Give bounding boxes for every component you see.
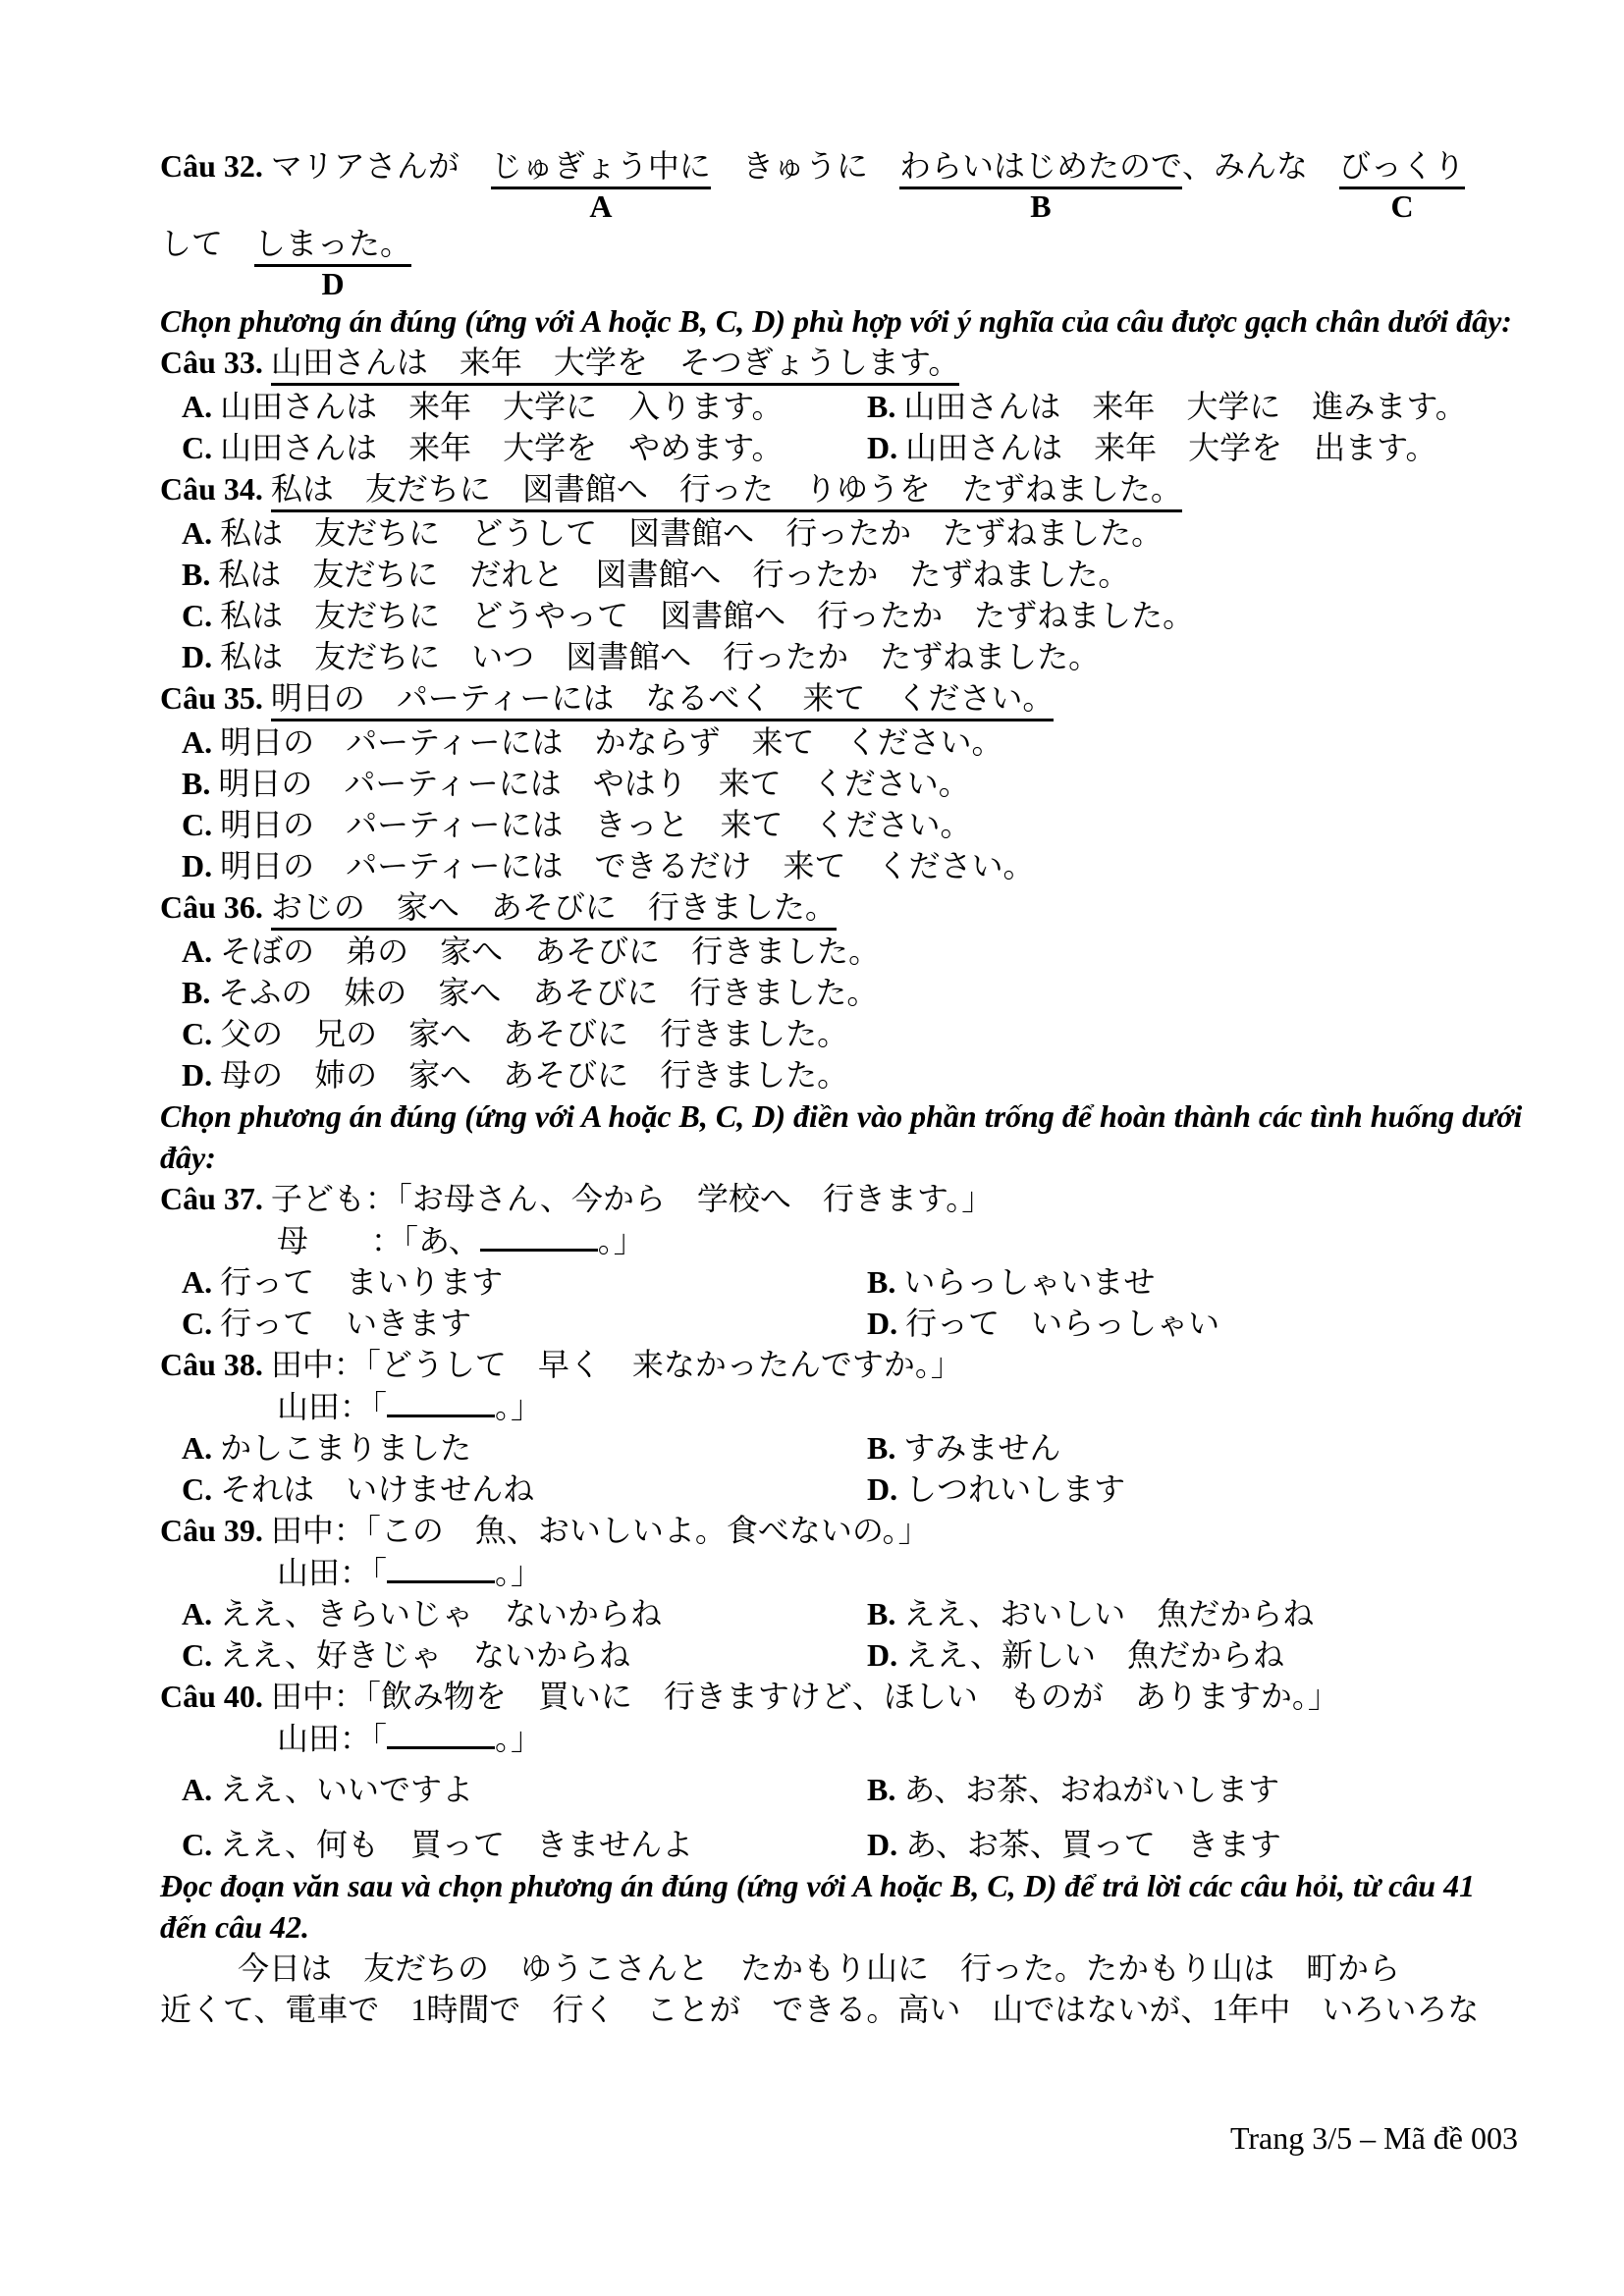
question-39-number: Câu 39. — [160, 1513, 271, 1548]
option-letter: B. — [182, 975, 219, 1010]
question-37-options — [182, 1261, 1527, 1344]
underline-label-D: D — [321, 266, 345, 301]
question-39-option-A — [182, 1593, 867, 1634]
option-text: そぼの 弟の 家へ あそびに 行きました。 — [220, 934, 881, 969]
speaker-2-text-end: 。」 — [495, 1721, 543, 1756]
question-37-option-D — [867, 1303, 1527, 1344]
option-text: ええ、好きじゃ ないからね — [220, 1637, 631, 1673]
option-letter: C. — [182, 1637, 221, 1673]
segment-text: しまった。 — [254, 223, 411, 267]
option-letter: D. — [867, 430, 906, 465]
option-letter: A. — [182, 1430, 221, 1466]
option-letter: A. — [182, 1596, 221, 1631]
question-39-option-B — [867, 1593, 1527, 1634]
question-34-underlined-sentence: 私は 友だちに 図書館へ 行った りゆうを たずねました。 — [271, 468, 1182, 512]
option-letter: A. — [182, 934, 221, 969]
option-text: 私は 友だちに だれと 図書館へ 行ったか たずねました。 — [218, 557, 1130, 592]
question-34-option-B — [182, 554, 1527, 595]
question-40-dialogue-line-1 — [160, 1676, 1527, 1717]
reading-passage-line-2: 近くて、電車で 1時間で 行く ことが できる。高い 山ではないが、1年中 いろいろな — [160, 1992, 1480, 2027]
question-34-option-A — [182, 512, 1527, 554]
question-34 — [160, 468, 1527, 677]
question-35-option-B — [182, 763, 1527, 804]
question-33-underlined-sentence: 山田さんは 来年 大学を そつぎょうします。 — [271, 342, 959, 386]
option-letter: D. — [867, 1637, 906, 1673]
question-35 — [160, 677, 1527, 886]
question-40-option-C — [182, 1824, 867, 1865]
question-32 — [160, 145, 1527, 300]
question-35-number: Câu 35. — [160, 680, 271, 716]
segment-text: きゅうに — [710, 148, 899, 184]
option-text: ええ、新しい 魚だからね — [905, 1637, 1285, 1673]
question-33-option-A — [182, 386, 867, 427]
speaker-2-text: 山田：「 — [277, 1555, 388, 1590]
option-text: ええ、おいしい 魚だからね — [903, 1596, 1315, 1631]
option-text: あ、お茶、おねがいします — [903, 1772, 1280, 1807]
option-text: 山田さんは 来年 大学に 入ります。 — [220, 389, 784, 424]
option-letter: A. — [182, 1772, 221, 1807]
speaker-1-text: 子ども：「お母さん、今から 学校へ 行きます。」 — [270, 1181, 994, 1216]
question-40-option-D — [867, 1824, 1527, 1865]
question-38-option-C — [182, 1468, 867, 1510]
question-40-options — [182, 1769, 1527, 1865]
option-letter: D. — [182, 1057, 221, 1093]
question-36-option-B — [182, 972, 1527, 1013]
question-36-options — [182, 931, 1527, 1095]
speaker-2-text-end: 。」 — [495, 1389, 543, 1424]
option-text: 行って いらっしゃい — [905, 1306, 1220, 1341]
question-40-dialogue-line-2 — [277, 1717, 1527, 1759]
answer-blank — [480, 1219, 598, 1252]
underline-label-C: C — [1390, 188, 1414, 224]
question-33-number: Câu 33. — [160, 345, 271, 380]
question-39-dialogue-line-2 — [277, 1551, 1527, 1593]
question-32-underlined-part-D — [254, 223, 411, 300]
question-34-sentence-line — [160, 468, 1527, 512]
speaker-2-text: 山田：「 — [277, 1389, 388, 1424]
question-32-line-2 — [160, 223, 1527, 300]
question-38-dialogue-line-1 — [160, 1344, 1527, 1385]
option-text: 山田さんは 来年 大学を 出ます。 — [905, 430, 1437, 465]
option-letter: A. — [182, 515, 221, 551]
question-35-option-C — [182, 804, 1527, 845]
question-32-underlined-part-C — [1339, 145, 1465, 223]
speaker-1-text: 田中：「飲み物を 買いに 行きますけど、ほしい ものが ありますか。」 — [270, 1679, 1339, 1714]
option-text: 母の 姉の 家へ あそびに 行きました。 — [220, 1057, 849, 1093]
instruction-reading-text: Đọc đoạn văn sau và chọn phương án đúng (ứng với A hoặc B, C, D) để trả lời các câu hỏi, từ câu 41 đến câu 42. — [160, 1868, 1476, 1945]
question-35-option-D — [182, 845, 1527, 886]
answer-blank — [387, 1385, 495, 1417]
question-37-dialogue-line-2 — [277, 1219, 1527, 1261]
segment-text: して — [160, 226, 255, 261]
sentence-text — [271, 145, 491, 187]
option-letter: A. — [182, 724, 221, 760]
page-footer: Trang 3/5 – Mã đề 003 — [1229, 2120, 1518, 2156]
option-text: いらっしゃいませ — [903, 1264, 1156, 1300]
question-33-options — [182, 386, 1527, 468]
question-34-option-C — [182, 595, 1527, 636]
answer-blank — [387, 1551, 495, 1583]
reading-passage-line-1: 今日は 友だちの ゆうこさんと たかもり山に 行った。たかもり山は 町から — [238, 1950, 1401, 1986]
question-32-underlined-part-A — [491, 145, 711, 223]
question-37-option-B — [867, 1261, 1527, 1303]
question-34-option-D — [182, 636, 1527, 677]
option-letter: B. — [182, 766, 219, 801]
segment-text: マリアさんが — [270, 148, 491, 184]
question-38-option-B — [867, 1427, 1527, 1468]
exam-page-content — [160, 145, 1527, 2030]
option-letter: D. — [182, 639, 221, 674]
sentence-text — [160, 223, 254, 264]
option-letter: A. — [182, 389, 221, 424]
instruction-underlined-meaning-text: Chọn phương án đúng (ứng với A hoặc B, C, D) phù hợp với ý nghĩa của câu được gạch chân dưới đây: — [160, 303, 1512, 339]
option-text: しつれいします — [905, 1471, 1126, 1507]
option-letter: D. — [867, 1306, 906, 1341]
segment-text: びっくり — [1339, 145, 1465, 189]
option-letter: C. — [182, 598, 221, 633]
option-letter: B. — [867, 1596, 904, 1631]
option-text: 山田さんは 来年 大学に 進みます。 — [903, 389, 1467, 424]
option-letter: B. — [867, 389, 904, 424]
option-text: 私は 友だちに いつ 図書館へ 行ったか たずねました。 — [220, 639, 1101, 674]
option-text: 行って いきます — [220, 1306, 472, 1341]
question-37-option-A — [182, 1261, 867, 1303]
segment-text: 、みんな — [1181, 148, 1339, 184]
option-text: ええ、いいですよ — [220, 1772, 474, 1807]
option-letter: B. — [867, 1264, 904, 1300]
option-letter: C. — [182, 1471, 221, 1507]
question-33-sentence-line — [160, 342, 1527, 386]
question-36-underlined-sentence: おじの 家へ あそびに 行きました。 — [271, 886, 837, 931]
question-37 — [160, 1178, 1527, 1344]
question-40 — [160, 1676, 1527, 1865]
underline-label-B: B — [1030, 188, 1052, 224]
question-39 — [160, 1510, 1527, 1676]
option-text: 明日の パーティーには きっと 来て ください。 — [220, 807, 972, 842]
question-34-number: Câu 34. — [160, 471, 271, 507]
question-33-option-B — [867, 386, 1527, 427]
option-letter: B. — [182, 557, 219, 592]
reading-passage — [160, 1948, 1527, 2030]
question-35-underlined-sentence: 明日の パーティーには なるべく 来て ください。 — [271, 677, 1054, 721]
underline-label-A: A — [589, 188, 613, 224]
question-40-option-A — [182, 1769, 867, 1810]
question-38-dialogue-line-2 — [277, 1385, 1527, 1427]
question-33-option-C — [182, 427, 867, 468]
option-letter: D. — [867, 1471, 906, 1507]
speaker-2-text: 母 ：「あ、 — [277, 1223, 480, 1258]
option-letter: C. — [182, 807, 221, 842]
question-37-option-C — [182, 1303, 867, 1344]
question-36-option-A — [182, 931, 1527, 972]
option-text: 私は 友だちに どうやって 図書館へ 行ったか たずねました。 — [220, 598, 1195, 633]
question-40-option-B — [867, 1769, 1527, 1810]
speaker-2-text: 山田：「 — [277, 1721, 388, 1756]
option-letter: B. — [867, 1772, 904, 1807]
option-text: 行って まいります — [220, 1264, 504, 1300]
option-letter: C. — [182, 430, 221, 465]
speaker-2-text-end: 。」 — [495, 1555, 543, 1590]
question-38-number: Câu 38. — [160, 1347, 271, 1382]
question-38 — [160, 1344, 1527, 1510]
speaker-2-text-end: 。」 — [597, 1223, 645, 1258]
option-text: それは いけませんね — [220, 1471, 535, 1507]
question-40-number: Câu 40. — [160, 1679, 271, 1714]
option-text: 私は 友だちに どうして 図書館へ 行ったか たずねました。 — [220, 515, 1164, 551]
option-letter: D. — [182, 848, 221, 883]
question-36-number: Câu 36. — [160, 889, 271, 925]
option-text: すみません — [903, 1430, 1061, 1466]
option-text: そふの 妹の 家へ あそびに 行きました。 — [218, 975, 879, 1010]
question-39-option-C — [182, 1634, 867, 1676]
question-37-number: Câu 37. — [160, 1181, 271, 1216]
option-text: あ、お茶、買って きます — [905, 1827, 1281, 1862]
question-35-sentence-line — [160, 677, 1527, 721]
question-39-option-D — [867, 1634, 1527, 1676]
question-34-options — [182, 512, 1527, 677]
option-text: 明日の パーティーには かならず 来て ください。 — [220, 724, 1003, 760]
option-letter: C. — [182, 1306, 221, 1341]
question-39-options — [182, 1593, 1527, 1676]
instruction-fill-blank — [160, 1095, 1527, 1178]
instruction-fill-blank-text: Chọn phương án đúng (ứng với A hoặc B, C, D) điền vào phần trống để hoàn thành các tình huống dưới đây: — [160, 1098, 1523, 1175]
option-letter: A. — [182, 1264, 221, 1300]
question-38-option-D — [867, 1468, 1527, 1510]
option-letter: C. — [182, 1016, 221, 1051]
question-35-options — [182, 721, 1527, 886]
reading-passage — [160, 1948, 1527, 2030]
question-37-dialogue-line-1 — [160, 1178, 1527, 1219]
question-35-option-A — [182, 721, 1527, 763]
speaker-1-text: 田中：「どうして 早く 来なかったんですか。」 — [270, 1347, 962, 1382]
sentence-text — [711, 145, 899, 187]
sentence-text — [1182, 145, 1339, 187]
question-36-option-C — [182, 1013, 1527, 1054]
question-33 — [160, 342, 1527, 468]
option-letter: B. — [867, 1430, 904, 1466]
option-text: 明日の パーティーには やはり 来て ください。 — [218, 766, 970, 801]
question-39-dialogue-line-1 — [160, 1510, 1527, 1551]
question-32-number: Câu 32. — [160, 148, 271, 184]
segment-text: わらいはじめたので — [899, 145, 1182, 189]
option-text: 父の 兄の 家へ あそびに 行きました。 — [220, 1016, 849, 1051]
question-38-options — [182, 1427, 1527, 1510]
question-38-option-A — [182, 1427, 867, 1468]
instruction-reading — [160, 1865, 1527, 1948]
answer-blank — [387, 1717, 495, 1749]
option-text: ええ、きらいじゃ ないからね — [220, 1596, 663, 1631]
question-36-option-D — [182, 1054, 1527, 1095]
segment-text: じゅぎょう中に — [491, 145, 711, 189]
speaker-1-text: 田中：「この 魚、おいしいよ。食べないの。」 — [270, 1513, 930, 1548]
option-text: ええ、何も 買って きませんよ — [220, 1827, 694, 1862]
option-text: 山田さんは 来年 大学を やめます。 — [220, 430, 784, 465]
question-32-line-1 — [160, 145, 1527, 223]
option-letter: D. — [867, 1827, 906, 1862]
question-36 — [160, 886, 1527, 1095]
option-text: 明日の パーティーには できるだけ 来て ください。 — [220, 848, 1035, 883]
question-36-sentence-line — [160, 886, 1527, 931]
question-32-underlined-part-B — [899, 145, 1182, 223]
option-letter: C. — [182, 1827, 221, 1862]
instruction-underlined-meaning — [160, 300, 1527, 342]
option-text: かしこまりました — [220, 1430, 472, 1466]
question-33-option-D — [867, 427, 1527, 468]
